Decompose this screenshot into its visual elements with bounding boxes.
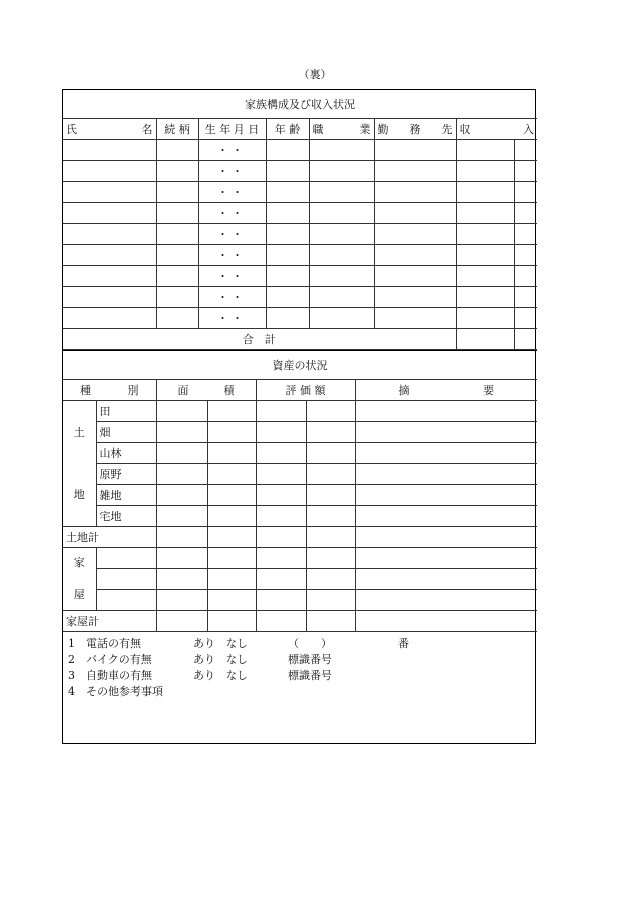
land-area-cell[interactable]	[156, 485, 207, 506]
relation-cell[interactable]	[156, 161, 198, 182]
land-category-label: 土 地	[63, 401, 96, 527]
occupation-cell[interactable]	[309, 287, 374, 308]
land-type-label: 山林	[96, 443, 156, 464]
member-name-cell[interactable]	[63, 203, 156, 224]
house-value-cell[interactable]	[256, 548, 306, 569]
house-total-label: 家屋計	[63, 611, 156, 632]
house-value-sub-cell[interactable]	[306, 548, 355, 569]
member-name-cell[interactable]	[63, 182, 156, 203]
house-area-cell[interactable]	[156, 590, 207, 611]
note-item: 3 自動車の有無 あり なし 標識番号	[68, 669, 332, 682]
workplace-cell[interactable]	[374, 308, 456, 329]
member-name-cell[interactable]	[63, 224, 156, 245]
land-total-label: 土地計	[63, 527, 156, 548]
land-value-sub-cell[interactable]	[306, 422, 355, 443]
income-cell[interactable]	[456, 287, 514, 308]
income-sub-cell[interactable]	[514, 224, 537, 245]
member-name-cell[interactable]	[63, 161, 156, 182]
family-member-row	[63, 140, 537, 161]
form-sheet	[62, 89, 536, 744]
house-value-cell[interactable]	[256, 569, 306, 590]
workplace-cell[interactable]	[374, 182, 456, 203]
house-area-sub-cell[interactable]	[207, 569, 256, 590]
relation-cell[interactable]	[156, 140, 198, 161]
page-side-label: （裏）	[298, 68, 332, 81]
land-area-cell[interactable]	[156, 401, 207, 422]
house-area-cell[interactable]	[156, 548, 207, 569]
land-value-sub-cell[interactable]	[306, 506, 355, 527]
land-summary-cell[interactable]	[355, 464, 537, 485]
land-row	[63, 506, 537, 527]
land-value-cell[interactable]	[256, 506, 306, 527]
house-summary-cell[interactable]	[355, 569, 537, 590]
house-area-sub-cell[interactable]	[207, 548, 256, 569]
family-income-table	[63, 90, 537, 350]
workplace-cell[interactable]	[374, 161, 456, 182]
land-area-sub-cell[interactable]	[207, 485, 256, 506]
income-sub-cell[interactable]	[514, 182, 537, 203]
land-area-sub-cell[interactable]	[207, 422, 256, 443]
land-summary-cell[interactable]	[355, 422, 537, 443]
house-category-label: 家 屋	[63, 548, 96, 611]
land-area-sub-cell[interactable]	[207, 443, 256, 464]
land-value-sub-cell[interactable]	[306, 401, 355, 422]
family-member-row	[63, 245, 537, 266]
occupation-cell[interactable]	[309, 266, 374, 287]
occupation-cell[interactable]	[309, 161, 374, 182]
assets-table	[63, 350, 537, 632]
house-type-cell[interactable]	[96, 569, 156, 590]
house-summary-cell[interactable]	[355, 548, 537, 569]
header-summary: 摘 要	[355, 380, 537, 401]
occupation-cell[interactable]	[309, 140, 374, 161]
age-cell[interactable]	[266, 266, 309, 287]
family-member-row	[63, 182, 537, 203]
land-area-cell[interactable]	[156, 422, 207, 443]
income-cell[interactable]	[456, 161, 514, 182]
land-total-value-sub[interactable]	[306, 527, 355, 548]
land-value-cell[interactable]	[256, 443, 306, 464]
land-value-cell[interactable]	[256, 485, 306, 506]
occupation-cell[interactable]	[309, 308, 374, 329]
land-row	[63, 485, 537, 506]
workplace-cell[interactable]	[374, 203, 456, 224]
land-summary-cell[interactable]	[355, 401, 537, 422]
land-summary-cell[interactable]	[355, 485, 537, 506]
age-cell[interactable]	[266, 308, 309, 329]
income-cell[interactable]	[456, 182, 514, 203]
relation-cell[interactable]	[156, 224, 198, 245]
house-total-area[interactable]	[156, 611, 207, 632]
workplace-cell[interactable]	[374, 140, 456, 161]
member-name-cell[interactable]	[63, 245, 156, 266]
member-name-cell[interactable]	[63, 140, 156, 161]
house-value-cell[interactable]	[256, 590, 306, 611]
note-item: 1 電話の有無 あり なし （ ） 番	[68, 637, 409, 650]
land-value-sub-cell[interactable]	[306, 485, 355, 506]
relation-cell[interactable]	[156, 245, 198, 266]
land-value-sub-cell[interactable]	[306, 464, 355, 485]
workplace-cell[interactable]	[374, 266, 456, 287]
land-row	[63, 401, 537, 422]
land-total-area-sub[interactable]	[207, 527, 256, 548]
house-area-sub-cell[interactable]	[207, 590, 256, 611]
land-area-cell[interactable]	[156, 443, 207, 464]
income-cell[interactable]	[456, 245, 514, 266]
family-member-row	[63, 308, 537, 329]
land-area-sub-cell[interactable]	[207, 506, 256, 527]
house-total-summary[interactable]	[355, 611, 537, 632]
age-cell[interactable]	[266, 182, 309, 203]
age-cell[interactable]	[266, 287, 309, 308]
income-total-cell[interactable]	[456, 329, 514, 350]
land-value-sub-cell[interactable]	[306, 443, 355, 464]
member-name-cell[interactable]	[63, 287, 156, 308]
birthdate-cell[interactable]: ・・	[198, 161, 266, 182]
income-cell[interactable]	[456, 308, 514, 329]
land-row	[63, 422, 537, 443]
income-sub-cell[interactable]	[514, 287, 537, 308]
birthdate-cell[interactable]: ・・	[198, 203, 266, 224]
birthdate-cell[interactable]: ・・	[198, 140, 266, 161]
relation-cell[interactable]	[156, 308, 198, 329]
header-income: 収 入	[456, 119, 537, 140]
age-cell[interactable]	[266, 161, 309, 182]
header-name: 氏 名	[63, 119, 156, 140]
family-section-title: 家族構成及び収入状況	[63, 90, 537, 119]
land-summary-cell[interactable]	[355, 506, 537, 527]
house-value-sub-cell[interactable]	[306, 569, 355, 590]
header-valuation: 評 価 額	[256, 380, 355, 401]
birthdate-cell[interactable]: ・・	[198, 266, 266, 287]
income-total-sub-cell[interactable]	[514, 329, 537, 350]
income-sub-cell[interactable]	[514, 140, 537, 161]
house-total-value[interactable]	[256, 611, 306, 632]
land-area-cell[interactable]	[156, 464, 207, 485]
house-type-cell[interactable]	[96, 548, 156, 569]
income-sub-cell[interactable]	[514, 161, 537, 182]
house-total-area-sub[interactable]	[207, 611, 256, 632]
land-type-label: 畑	[96, 422, 156, 443]
occupation-cell[interactable]	[309, 224, 374, 245]
header-relation: 続 柄	[156, 119, 198, 140]
birthdate-cell[interactable]: ・・	[198, 308, 266, 329]
income-sub-cell[interactable]	[514, 203, 537, 224]
house-type-cell[interactable]	[96, 590, 156, 611]
house-row	[63, 569, 537, 590]
notes-section	[63, 632, 535, 704]
income-sub-cell[interactable]	[514, 245, 537, 266]
land-total-summary[interactable]	[355, 527, 537, 548]
family-member-row	[63, 287, 537, 308]
header-occupation: 職 業	[309, 119, 374, 140]
header-age: 年 齢	[266, 119, 309, 140]
age-cell[interactable]	[266, 140, 309, 161]
land-type-label: 宅地	[96, 506, 156, 527]
land-area-sub-cell[interactable]	[207, 464, 256, 485]
birthdate-cell[interactable]: ・・	[198, 182, 266, 203]
family-member-row	[63, 203, 537, 224]
land-total-area[interactable]	[156, 527, 207, 548]
occupation-cell[interactable]	[309, 182, 374, 203]
age-cell[interactable]	[266, 245, 309, 266]
land-value-cell[interactable]	[256, 422, 306, 443]
birthdate-cell[interactable]: ・・	[198, 245, 266, 266]
age-cell[interactable]	[266, 203, 309, 224]
land-value-cell[interactable]	[256, 464, 306, 485]
income-cell[interactable]	[456, 203, 514, 224]
house-row	[63, 590, 537, 611]
member-name-cell[interactable]	[63, 266, 156, 287]
note-item: 4 その他参考事項	[68, 685, 163, 698]
land-type-label: 雑地	[96, 485, 156, 506]
workplace-cell[interactable]	[374, 287, 456, 308]
family-member-row	[63, 266, 537, 287]
workplace-cell[interactable]	[374, 245, 456, 266]
income-sub-cell[interactable]	[514, 308, 537, 329]
land-row	[63, 464, 537, 485]
income-cell[interactable]	[456, 140, 514, 161]
relation-cell[interactable]	[156, 266, 198, 287]
occupation-cell[interactable]	[309, 245, 374, 266]
land-type-label: 原野	[96, 464, 156, 485]
income-cell[interactable]	[456, 266, 514, 287]
family-member-row	[63, 161, 537, 182]
birthdate-cell[interactable]: ・・	[198, 287, 266, 308]
house-value-sub-cell[interactable]	[306, 590, 355, 611]
land-area-sub-cell[interactable]	[207, 401, 256, 422]
land-summary-cell[interactable]	[355, 443, 537, 464]
note-item: 2 バイクの有無 あり なし 標識番号	[68, 653, 332, 666]
land-total-value[interactable]	[256, 527, 306, 548]
age-cell[interactable]	[266, 224, 309, 245]
land-row	[63, 443, 537, 464]
occupation-cell[interactable]	[309, 203, 374, 224]
family-member-row	[63, 224, 537, 245]
assets-section-title: 資産の状況	[63, 351, 537, 380]
member-name-cell[interactable]	[63, 308, 156, 329]
relation-cell[interactable]	[156, 203, 198, 224]
house-summary-cell[interactable]	[355, 590, 537, 611]
header-area: 面 積	[156, 380, 256, 401]
income-cell[interactable]	[456, 224, 514, 245]
header-kind: 種 別	[63, 380, 156, 401]
workplace-cell[interactable]	[374, 224, 456, 245]
land-value-cell[interactable]	[256, 401, 306, 422]
header-workplace: 勤 務 先	[374, 119, 456, 140]
relation-cell[interactable]	[156, 182, 198, 203]
income-sub-cell[interactable]	[514, 266, 537, 287]
family-total-label: 合 計	[63, 329, 456, 350]
house-area-cell[interactable]	[156, 569, 207, 590]
house-row	[63, 548, 537, 569]
land-area-cell[interactable]	[156, 506, 207, 527]
house-total-value-sub[interactable]	[306, 611, 355, 632]
land-type-label: 田	[96, 401, 156, 422]
birthdate-cell[interactable]: ・・	[198, 224, 266, 245]
header-birthdate: 生 年 月 日	[198, 119, 266, 140]
relation-cell[interactable]	[156, 287, 198, 308]
